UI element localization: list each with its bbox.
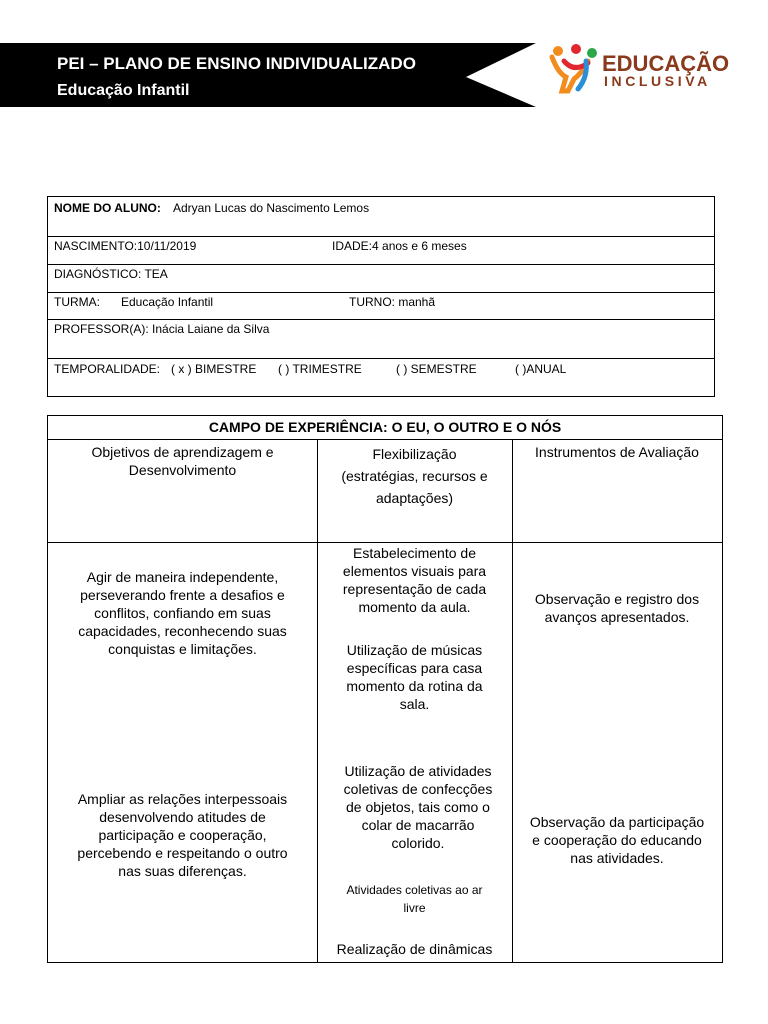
birth-date: NASCIMENTO:10/11/2019: [54, 239, 197, 253]
header-objetivos: [48, 443, 317, 479]
avaliacao-line: e cooperação do educando: [532, 832, 702, 848]
option-bimestre: ( x ) BIMESTRE: [171, 362, 257, 376]
document-title: PEI – PLANO DE ENSINO INDIVIDUALIZADO: [57, 54, 416, 73]
flex-line: livre: [403, 901, 426, 915]
plan-table: [47, 415, 723, 963]
objetivo-1: [48, 568, 317, 658]
header-flex-line: adaptações): [375, 490, 454, 506]
row-birth: [48, 237, 714, 265]
divider: [48, 439, 722, 440]
objetivo-line: percebendo e respeitando o outro: [77, 845, 288, 861]
option-trimestre: ( ) TRIMESTRE: [278, 362, 362, 376]
flex-line: representação de cada: [342, 581, 487, 597]
class-value: Educação Infantil: [121, 295, 214, 309]
flex-atividades-coletivas: [326, 762, 510, 852]
objetivo-line: Ampliar as relações interpessoais: [77, 791, 288, 807]
flex-line: de objetos, tais como o: [346, 799, 490, 815]
avaliacao-1: [512, 590, 722, 626]
flex-line: momento da aula.: [358, 599, 471, 615]
row-name: [48, 197, 714, 237]
row-temporality: [48, 359, 714, 396]
flex-line: Estabelecimento de: [353, 545, 476, 561]
objetivo-line: conquistas e limitações.: [108, 641, 257, 657]
name-label: NOME DO ALUNO:: [54, 201, 161, 215]
name-value: Adryan Lucas do Nascimento Lemos: [173, 201, 370, 215]
people-icon: [548, 43, 602, 95]
header-flex-line: (estratégias, recursos e: [341, 468, 488, 484]
flex-elementos-visuais: [317, 544, 512, 616]
header-objetivos-line: Desenvolvimento: [128, 462, 237, 478]
objetivo-line: perseverando frente a desafios e: [80, 587, 285, 603]
flex-line: sala.: [399, 696, 430, 712]
avaliacao-2: [512, 813, 722, 867]
objetivo-line: conflitos, confiando em suas: [94, 605, 271, 621]
header-objetivos-line: Objetivos de aprendizagem e: [91, 444, 274, 460]
class-label: TURMA:: [54, 295, 100, 309]
flex-line: momento da rotina da: [346, 678, 483, 694]
diagnosis: DIAGNÓSTICO: TEA: [54, 267, 168, 281]
option-anual: ( )ANUAL: [515, 362, 567, 376]
header-instrumentos: Instrumentos de Avaliação: [535, 444, 699, 460]
objetivo-line: nas suas diferenças.: [118, 863, 247, 879]
student-info-table: [47, 196, 715, 397]
shift: TURNO: manhã: [349, 295, 436, 309]
row-class: [48, 293, 714, 320]
temporality-label: TEMPORALIDADE:: [54, 362, 161, 376]
campo-experiencia: CAMPO DE EXPERIÊNCIA: O EU, O OUTRO E O NÓS: [208, 419, 562, 435]
row-diagnosis: [48, 265, 714, 293]
avaliacao-line: nas atividades.: [570, 850, 664, 866]
objetivo-line: desenvolvendo atitudes de: [99, 809, 266, 825]
objetivo-line: Agir de maneira independente,: [86, 569, 279, 585]
logo-text-educacao: EDUCAÇÃO: [602, 51, 730, 76]
flex-line: Atividades coletivas ao ar: [346, 883, 483, 897]
option-semestre: ( ) SEMESTRE: [396, 362, 477, 376]
teacher: PROFESSOR(A): Inácia Laiane da Silva: [54, 322, 270, 336]
flex-ar-livre: [317, 881, 512, 917]
flex-line: Utilização de atividades: [344, 763, 492, 779]
flex-line: colorido.: [391, 835, 445, 851]
flex-line: específicas para casa: [346, 660, 483, 676]
flex-musicas: [317, 641, 512, 713]
educacao-inclusiva-logo: [548, 43, 728, 95]
age: IDADE:4 anos e 6 meses: [332, 239, 467, 253]
divider: [512, 439, 513, 963]
divider: [48, 542, 722, 543]
document-subtitle: Educação Infantil: [57, 82, 190, 99]
logo-text-inclusiva: INCLUSIVA: [604, 73, 711, 89]
objetivo-line: capacidades, reconhecendo suas: [78, 623, 287, 639]
objetivo-line: participação e cooperação,: [98, 827, 267, 843]
flex-line: Utilização de músicas: [346, 642, 483, 658]
flex-line: coletivas de confecções: [343, 781, 493, 797]
avaliacao-line: Observação da participação: [529, 814, 705, 830]
row-teacher: [48, 320, 714, 359]
header-flexibilizacao: [317, 443, 512, 509]
avaliacao-line: Observação e registro dos: [534, 591, 700, 607]
flex-line: colar de macarrão: [361, 817, 475, 833]
objetivo-2: [48, 790, 317, 880]
avaliacao-line: avanços apresentados.: [544, 609, 690, 625]
flex-line: elementos visuais para: [342, 563, 487, 579]
flex-dinamicas: Realização de dinâmicas: [336, 941, 493, 957]
header-flex-line: Flexibilização: [372, 446, 457, 462]
